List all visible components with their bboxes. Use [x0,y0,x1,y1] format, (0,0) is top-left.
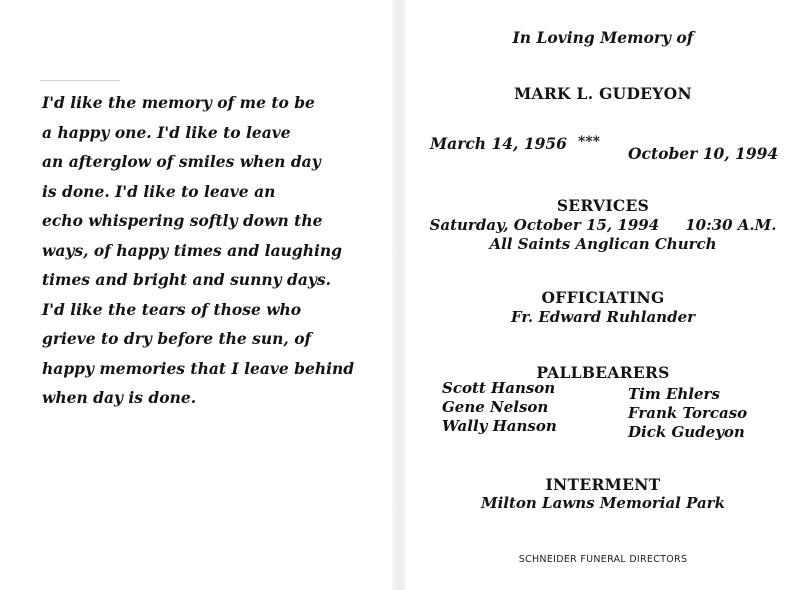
pallbearer-name: Dick Gudeyon [628,423,745,441]
date-separator: *** [578,134,600,150]
birth-date: March 14, 1956 [430,134,567,153]
pallbearer-name: Gene Nelson [442,398,549,416]
services-heading: SERVICES [556,196,650,215]
poem-line: I'd like the tears of those who [42,299,302,319]
death-date: October 10, 1994 [628,144,779,163]
poem-line: a happy one. I'd like to leave [42,122,291,142]
funeral-home: SCHNEIDER FUNERAL DIRECTORS [518,554,688,565]
officiating-heading: OFFICIATING [541,288,665,307]
poem-panel [0,0,392,590]
poem-line: is done. I'd like to leave an [42,181,276,201]
dedication: In Loving Memory of [512,28,694,47]
poem-line: happy memories that I leave behind [42,358,355,378]
program-panel [406,0,800,590]
poem-line: grieve to dry before the sun, of [42,329,312,348]
poem-line: when day is done. [42,388,197,407]
pallbearer-name: Scott Hanson [442,379,556,397]
interment-heading: INTERMENT [545,475,661,494]
poem [42,88,354,413]
officiant-name: Fr. Edward Ruhlander [510,308,696,326]
poem-line: ways, of happy times and laughing [42,240,342,260]
service-date-time: Saturday, October 15, 1994 10:30 A.M. [429,216,777,234]
poem-line: times and bright and sunny days. [42,270,332,289]
interment-location: Milton Lawns Memorial Park [481,494,725,512]
pallbearer-name: Frank Torcaso [628,404,748,422]
service-location: All Saints Anglican Church [489,235,717,253]
deceased-name: MARK L. GUDEYON [514,84,692,103]
pallbearers-heading: PALLBEARERS [536,363,670,382]
pallbearer-name: Wally Hanson [442,417,557,435]
poem-line: I'd like the memory of me to be [42,93,315,112]
fold-mark [40,80,120,81]
poem-line: an afterglow of smiles when day [42,152,321,171]
pallbearer-name: Tim Ehlers [628,385,720,403]
page-fold [392,0,406,590]
poem-line: echo whispering softly down the [42,211,323,230]
